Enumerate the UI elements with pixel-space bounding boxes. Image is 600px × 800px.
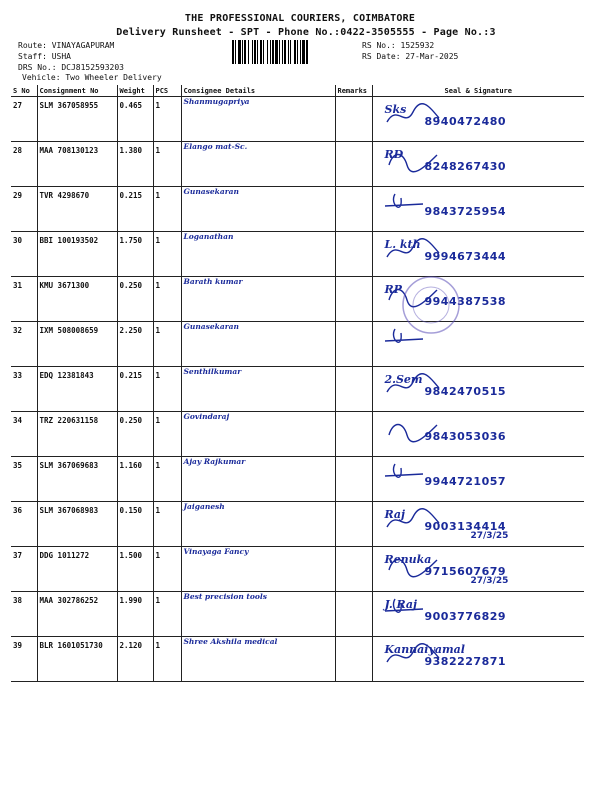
consignment-number: IXM 508008659 [37, 322, 117, 367]
barcode-bar [257, 40, 258, 64]
table-row [11, 367, 584, 412]
meta-left [18, 40, 124, 73]
serial-number: 31 [11, 277, 37, 322]
signature-cell [372, 142, 584, 187]
signer-phone: 9944721057 [424, 475, 507, 488]
weight-value: 1.380 [117, 142, 153, 187]
pieces-count: 1 [153, 502, 181, 547]
signer-phone: 9842470515 [424, 385, 507, 398]
table-row [11, 502, 584, 547]
signer-name: Renuka [384, 553, 432, 566]
consignment-number: BLR 1601051730 [37, 637, 117, 682]
barcode-bar [242, 40, 243, 64]
pieces-count: 1 [153, 187, 181, 232]
serial-number: 30 [11, 232, 37, 277]
barcode-bar [244, 40, 246, 64]
seal-stamp [396, 270, 466, 340]
consignee-name: Govindaraj [181, 412, 335, 457]
signature-area [375, 412, 583, 452]
pieces-count: 1 [153, 547, 181, 592]
consignment-number: DDG 1011272 [37, 547, 117, 592]
barcode-bar [238, 40, 241, 64]
weight-value: 1.160 [117, 457, 153, 502]
signature-cell [372, 457, 584, 502]
signer-phone: 9003134414 [424, 520, 507, 533]
barcode-image [232, 40, 355, 64]
weight-value: 2.250 [117, 322, 153, 367]
weight-value: 1.750 [117, 232, 153, 277]
remarks-cell [335, 232, 372, 277]
signature-cell [372, 412, 584, 457]
signer-name: RP [384, 283, 402, 296]
col-header: Consignment No [37, 85, 117, 97]
barcode-bar [260, 40, 262, 64]
signer-name: L. kth [384, 238, 421, 251]
weight-value: 0.215 [117, 367, 153, 412]
consignment-number: SLM 367058955 [37, 97, 117, 142]
weight-value: 0.150 [117, 502, 153, 547]
signer-phone: 8940472480 [424, 115, 507, 128]
remarks-cell [335, 277, 372, 322]
weight-value: 1.990 [117, 592, 153, 637]
consignment-number: MAA 708130123 [37, 142, 117, 187]
barcode-bar [252, 40, 253, 64]
drs-number: DRS No.: DCJ8152593203 [18, 63, 124, 72]
remarks-cell [335, 367, 372, 412]
signature-date: 27/3/25 [470, 531, 509, 541]
rs-number: RS No.: 1525932 [362, 41, 435, 50]
remarks-cell [335, 502, 372, 547]
serial-number: 27 [11, 97, 37, 142]
signer-name: Kannaiyamal [384, 643, 465, 656]
weight-value: 0.215 [117, 187, 153, 232]
weight-value: 0.250 [117, 412, 153, 457]
rs-date: RS Date: 27-Mar-2025 [362, 52, 459, 61]
barcode-bar [272, 40, 274, 64]
remarks-cell [335, 412, 372, 457]
runsheet-title: Delivery Runsheet - SPT - Phone No.:0422-3505555 - Page No.:3 [116, 27, 496, 38]
pieces-count: 1 [153, 637, 181, 682]
staff-label: Staff: USHA [18, 52, 71, 61]
remarks-cell [335, 547, 372, 592]
barcode-bar [279, 40, 280, 64]
col-header: Consignee Details [181, 85, 335, 97]
weight-value: 0.465 [117, 97, 153, 142]
signature-area [375, 142, 583, 182]
consignment-number: BBI 100193502 [37, 232, 117, 277]
remarks-cell [335, 457, 372, 502]
barcode-bar [300, 40, 301, 64]
remarks-cell [335, 322, 372, 367]
table-header-row [11, 85, 584, 97]
pieces-count: 1 [153, 367, 181, 412]
remarks-cell [335, 637, 372, 682]
serial-number: 38 [11, 592, 37, 637]
table-row [11, 277, 584, 322]
barcode-bar [235, 40, 236, 64]
serial-number: 33 [11, 367, 37, 412]
signature-area [375, 187, 583, 227]
pieces-count: 1 [153, 142, 181, 187]
table-row [11, 142, 584, 187]
serial-number: 37 [11, 547, 37, 592]
signature-area [375, 367, 583, 407]
table-row [11, 412, 584, 457]
signature-area [375, 547, 583, 587]
barcode-bar [294, 40, 296, 64]
pieces-count: 1 [153, 277, 181, 322]
col-header: Seal & Signature [372, 85, 584, 97]
barcode-bar [248, 40, 249, 64]
signature-area [375, 592, 583, 632]
barcode-bar [282, 40, 283, 64]
signature-area [375, 502, 583, 542]
signer-name: J. Raj [384, 598, 418, 611]
route-label: Route: VINAYAGAPURAM [18, 41, 115, 50]
pieces-count: 1 [153, 97, 181, 142]
signature-date: 27/3/25 [470, 576, 509, 586]
signature-stroke [385, 464, 423, 477]
consignee-name: Barath kumar [181, 277, 335, 322]
barcode-bar [232, 40, 234, 64]
signature-cell [372, 367, 584, 412]
serial-number: 29 [11, 187, 37, 232]
table-row [11, 232, 584, 277]
remarks-cell [335, 97, 372, 142]
barcode-bar [297, 40, 298, 64]
signature-cell [372, 97, 584, 142]
signer-phone: 9994673444 [424, 250, 507, 263]
pieces-count: 1 [153, 412, 181, 457]
barcode-bar [302, 40, 305, 64]
serial-number: 28 [11, 142, 37, 187]
signature-cell [372, 502, 584, 547]
delivery-table [11, 85, 584, 682]
weight-value: 1.500 [117, 547, 153, 592]
signature-cell [372, 547, 584, 592]
serial-number: 39 [11, 637, 37, 682]
barcode-bar [275, 40, 278, 64]
serial-number: 32 [11, 322, 37, 367]
signer-name: Raj [384, 508, 406, 521]
consignee-name: Shree Akshila medical [181, 637, 335, 682]
consignee-name: Vinayaga Fancy [181, 547, 335, 592]
table-row [11, 97, 584, 142]
consignee-name: Jaiganesh [181, 502, 335, 547]
signer-name: RD [384, 148, 404, 161]
consignee-name: Best precision tools [181, 592, 335, 637]
weight-value: 0.250 [117, 277, 153, 322]
signature-cell [372, 637, 584, 682]
signer-name: Sks [384, 103, 407, 116]
signature-area [375, 637, 583, 677]
serial-number: 35 [11, 457, 37, 502]
barcode-bar [254, 40, 256, 64]
barcode-bar [270, 40, 271, 64]
table-row [11, 322, 584, 367]
consignee-name: Senthilkumar [181, 367, 335, 412]
barcode-bar [288, 40, 289, 64]
signature-cell [372, 592, 584, 637]
remarks-cell [335, 592, 372, 637]
signer-name: 2.Sem [384, 373, 423, 386]
consignment-number: SLM 367069683 [37, 457, 117, 502]
pieces-count: 1 [153, 322, 181, 367]
table-row [11, 637, 584, 682]
barcode-bar [284, 40, 286, 64]
col-header: Remarks [335, 85, 372, 97]
company-title: THE PROFESSIONAL COURIERS, COIMBATORE [184, 13, 416, 24]
consignee-name: Loganathan [181, 232, 335, 277]
signer-phone: 8248267430 [424, 160, 507, 173]
signer-phone: 9382227871 [424, 655, 507, 668]
consignee-name: Shanmugapriya [181, 97, 335, 142]
signer-phone: 9843053036 [424, 430, 507, 443]
remarks-cell [335, 142, 372, 187]
barcode-bar [290, 40, 291, 64]
table-row [11, 457, 584, 502]
table-row [11, 592, 584, 637]
signature-area [375, 457, 583, 497]
col-header: S No [11, 85, 37, 97]
signature-cell [372, 187, 584, 232]
weight-value: 2.120 [117, 637, 153, 682]
signer-phone: 9944387538 [424, 295, 507, 308]
signer-phone: 9003776829 [424, 610, 507, 623]
table-row [11, 547, 584, 592]
consignment-number: KMU 3671300 [37, 277, 117, 322]
col-header: PCS [153, 85, 181, 97]
consignment-number: EDQ 12381843 [37, 367, 117, 412]
signature-stroke [385, 194, 423, 207]
serial-number: 36 [11, 502, 37, 547]
consignment-number: MAA 302786252 [37, 592, 117, 637]
barcode-bar [306, 40, 308, 64]
pieces-count: 1 [153, 232, 181, 277]
consignee-name: Gunasekaran [181, 187, 335, 232]
barcode-bar [263, 40, 264, 64]
meta-right [362, 40, 458, 62]
vehicle-label: Vehicle: Two Wheeler Delivery [22, 73, 162, 82]
table-row [11, 187, 584, 232]
signer-phone: 9843725954 [424, 205, 507, 218]
consignee-name: Elango mat-Sc. [181, 142, 335, 187]
consignment-number: TRZ 220631158 [37, 412, 117, 457]
pieces-count: 1 [153, 457, 181, 502]
signer-phone: 9715607679 [424, 565, 507, 578]
signature-area [375, 232, 583, 272]
pieces-count: 1 [153, 592, 181, 637]
consignment-number: TVR 4298670 [37, 187, 117, 232]
serial-number: 34 [11, 412, 37, 457]
remarks-cell [335, 187, 372, 232]
col-header: Weight [117, 85, 153, 97]
barcode-bar [267, 40, 268, 64]
signature-area [375, 97, 583, 137]
consignee-name: Gunasekaran [181, 322, 335, 367]
consignment-number: SLM 367068983 [37, 502, 117, 547]
consignee-name: Ajay Rajkumar [181, 457, 335, 502]
